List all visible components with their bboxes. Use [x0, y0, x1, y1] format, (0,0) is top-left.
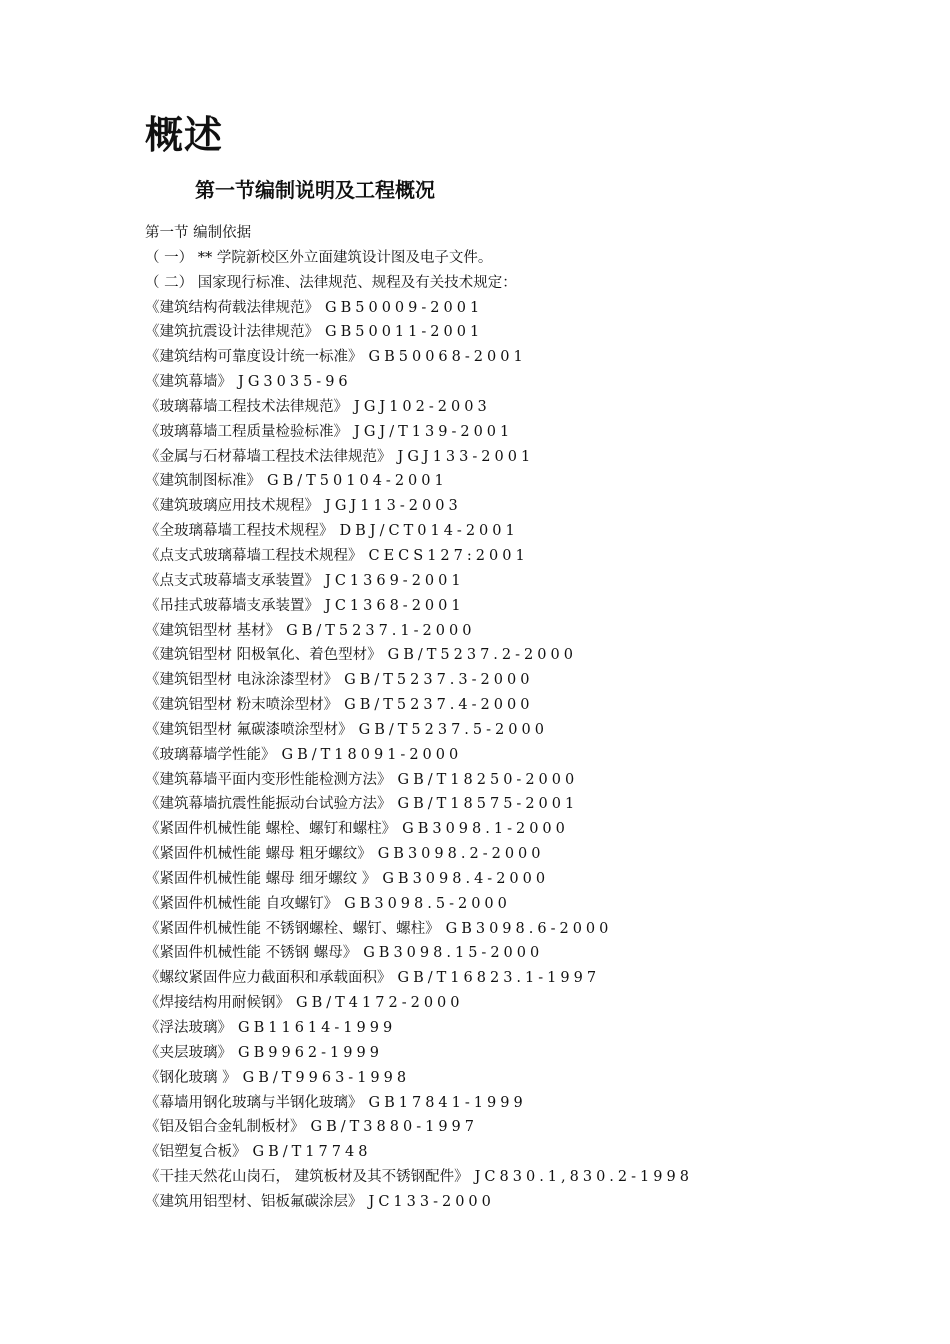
reference-line: [145, 817, 925, 842]
reference-line: [145, 892, 925, 917]
reference-title: 《建筑铝型材 粉末喷涂型材》: [145, 697, 339, 714]
reference-title: 《玻璃幕墙学性能》: [145, 746, 276, 763]
standard-code: GB/T5237.5-2000: [358, 721, 548, 738]
standard-code: GB50068-2001: [368, 349, 527, 366]
reference-line: [145, 643, 925, 668]
standard-code: GB3098.1-2000: [402, 821, 569, 838]
standard-code: JC1368-2001: [325, 597, 465, 614]
standard-code: JC1369-2001: [325, 572, 465, 589]
reference-line: [145, 469, 925, 494]
standard-code: JC830.1,830.2-1998: [474, 1169, 693, 1186]
reference-line: [145, 668, 925, 693]
standard-code: JGJ133-2001: [397, 448, 535, 465]
reference-line: [145, 544, 925, 569]
reference-title: 《点支式玻幕墙支承装置》: [145, 572, 319, 589]
reference-title: （ 二） 国家现行标准、法律规范、规程及有关技术规定：: [145, 274, 517, 291]
reference-line: [145, 445, 925, 470]
standard-code: JGJ102-2003: [354, 398, 491, 415]
standard-code: GB/T5237.1-2000: [286, 622, 476, 639]
standard-code: CECS127:2001: [368, 547, 529, 564]
reference-line: [145, 1190, 925, 1215]
reference-line: [145, 271, 925, 296]
section-heading: 第一节编制说明及工程概况: [195, 178, 435, 202]
standard-code: GB/T18250-2000: [397, 771, 579, 788]
reference-line: [145, 221, 925, 246]
standard-code: GB/T16823.1-1997: [397, 970, 601, 987]
standard-code: GB/T5237.3-2000: [344, 672, 534, 689]
standard-code: GB/T50104-2001: [267, 473, 448, 490]
standard-code: GB3098.4-2000: [382, 870, 550, 887]
reference-title: 《玻璃幕墙工程质量检验标准》: [145, 423, 348, 440]
reference-list: [145, 221, 925, 1215]
standard-code: DBJ/CT014-2001: [339, 523, 519, 540]
reference-line: [145, 494, 925, 519]
reference-title: 《紧固件机械性能 螺母 细牙螺纹 》: [145, 870, 377, 887]
reference-title: 《铝及铝合金轧制板材》: [145, 1119, 305, 1136]
reference-line: [145, 1165, 925, 1190]
reference-title: 《紧固件机械性能 不锈钢螺栓、螺钉、螺柱》: [145, 920, 440, 937]
reference-line: [145, 743, 925, 768]
reference-line: [145, 1041, 925, 1066]
reference-line: [145, 768, 925, 793]
standard-code: GB3098.15-2000: [363, 945, 544, 962]
standard-code: JC133-2000: [368, 1193, 495, 1210]
reference-line: [145, 867, 925, 892]
reference-line: [145, 941, 925, 966]
reference-title: 《玻璃幕墙工程技术法律规范》: [145, 398, 348, 415]
standard-code: JG3035-96: [238, 374, 352, 391]
reference-line: [145, 1140, 925, 1165]
reference-line: [145, 693, 925, 718]
reference-title: 《建筑用铝型材、铝板氟碳涂层》: [145, 1193, 363, 1210]
reference-title: 《全玻璃幕墙工程技术规程》: [145, 523, 334, 540]
reference-title: 《建筑制图标准》: [145, 473, 261, 490]
standard-code: GB/T4172-2000: [296, 995, 464, 1012]
reference-title: 《幕墙用钢化玻璃与半钢化玻璃》: [145, 1094, 363, 1111]
standard-code: GB9962-1999: [238, 1044, 383, 1061]
reference-title: 《建筑铝型材 基材》: [145, 622, 281, 639]
reference-title: 《建筑幕墙》: [145, 374, 232, 391]
standard-code: GB50009-2001: [325, 299, 484, 316]
reference-title: 《建筑结构荷载法律规范》: [145, 299, 319, 316]
reference-title: 《铝塑复合板》: [145, 1144, 247, 1161]
reference-title: 《夹层玻璃》: [145, 1044, 232, 1061]
reference-title: 《建筑玻璃应用技术规程》: [145, 498, 319, 515]
reference-title: 《吊挂式玻幕墙支承装置》: [145, 597, 319, 614]
standard-code: JGJ/T139-2001: [354, 423, 514, 440]
standard-code: GB/T5237.4-2000: [344, 697, 534, 714]
standard-code: GB3098.2-2000: [377, 846, 545, 863]
reference-line: [145, 1016, 925, 1041]
reference-line: [145, 966, 925, 991]
reference-title: 《建筑抗震设计法律规范》: [145, 324, 319, 341]
reference-line: [145, 519, 925, 544]
reference-title: 《焊接结构用耐候钢》: [145, 995, 290, 1012]
reference-title: 《紧固件机械性能 不锈钢 螺母》: [145, 945, 358, 962]
reference-title: 《建筑铝型材 阳极氧化、着色型材》: [145, 647, 382, 664]
standard-code: GB/T3880-1997: [310, 1119, 478, 1136]
standard-code: GB/T17748: [252, 1144, 372, 1161]
reference-line: [145, 296, 925, 321]
standard-code: GB/T5237.2-2000: [387, 647, 577, 664]
standard-code: GB11614-1999: [238, 1020, 397, 1036]
reference-line: [145, 395, 925, 420]
standard-code: GB3098.6-2000: [445, 920, 613, 937]
reference-title: 《建筑铝型材 氟碳漆喷涂型材》: [145, 721, 353, 738]
standard-code: JGJ113-2003: [325, 498, 462, 515]
reference-title: 《紧固件机械性能 螺栓、螺钉和螺柱》: [145, 821, 397, 838]
reference-title: 《紧固件机械性能 螺母 粗牙螺纹》: [145, 846, 372, 863]
reference-line: [145, 619, 925, 644]
reference-line: [145, 320, 925, 345]
reference-line: [145, 246, 925, 271]
reference-line: [145, 345, 925, 370]
reference-title: 《建筑幕墙抗震性能振动台试验方法》: [145, 796, 392, 813]
reference-title: 《干挂天然花山岗石， 建筑板材及其不锈钢配件》: [145, 1169, 469, 1186]
standard-code: GB17841-1999: [368, 1094, 527, 1111]
reference-line: [145, 991, 925, 1016]
reference-title: 《钢化玻璃 》: [145, 1069, 237, 1086]
reference-line: [145, 792, 925, 817]
reference-title: 《浮法玻璃》: [145, 1020, 232, 1036]
reference-title: 《金属与石材幕墙工程技术法律规范》: [145, 448, 392, 465]
reference-line: [145, 420, 925, 445]
standard-code: GB/T18091-2000: [281, 746, 463, 763]
reference-title: 《建筑幕墙平面内变形性能检测方法》: [145, 771, 392, 788]
reference-line: [145, 718, 925, 743]
reference-title: 《点支式玻璃幕墙工程技术规程》: [145, 547, 363, 564]
reference-line: [145, 842, 925, 867]
reference-title: 《建筑铝型材 电泳涂漆型材》: [145, 672, 339, 689]
standard-code: GB/T18575-2001: [397, 796, 579, 813]
reference-line: [145, 370, 925, 395]
reference-line: [145, 594, 925, 619]
reference-line: [145, 1091, 925, 1116]
standard-code: GB50011-2001: [325, 324, 484, 341]
standard-code: GB/T9963-1998: [242, 1069, 411, 1086]
reference-title: 第一节 编制依据: [145, 225, 252, 241]
reference-title: 《建筑结构可靠度设计统一标准》: [145, 349, 363, 366]
reference-line: [145, 1115, 925, 1140]
reference-title: 《螺纹紧固件应力截面积和承载面积》: [145, 970, 392, 987]
reference-title: （ 一） ** 学院新校区外立面建筑设计图及电子文件。: [145, 249, 493, 266]
page-title: 概述: [145, 113, 224, 157]
standard-code: GB3098.5-2000: [344, 895, 511, 912]
reference-line: [145, 1066, 925, 1091]
reference-line: [145, 569, 925, 594]
reference-line: [145, 917, 925, 942]
reference-title: 《紧固件机械性能 自攻螺钉》: [145, 895, 339, 912]
